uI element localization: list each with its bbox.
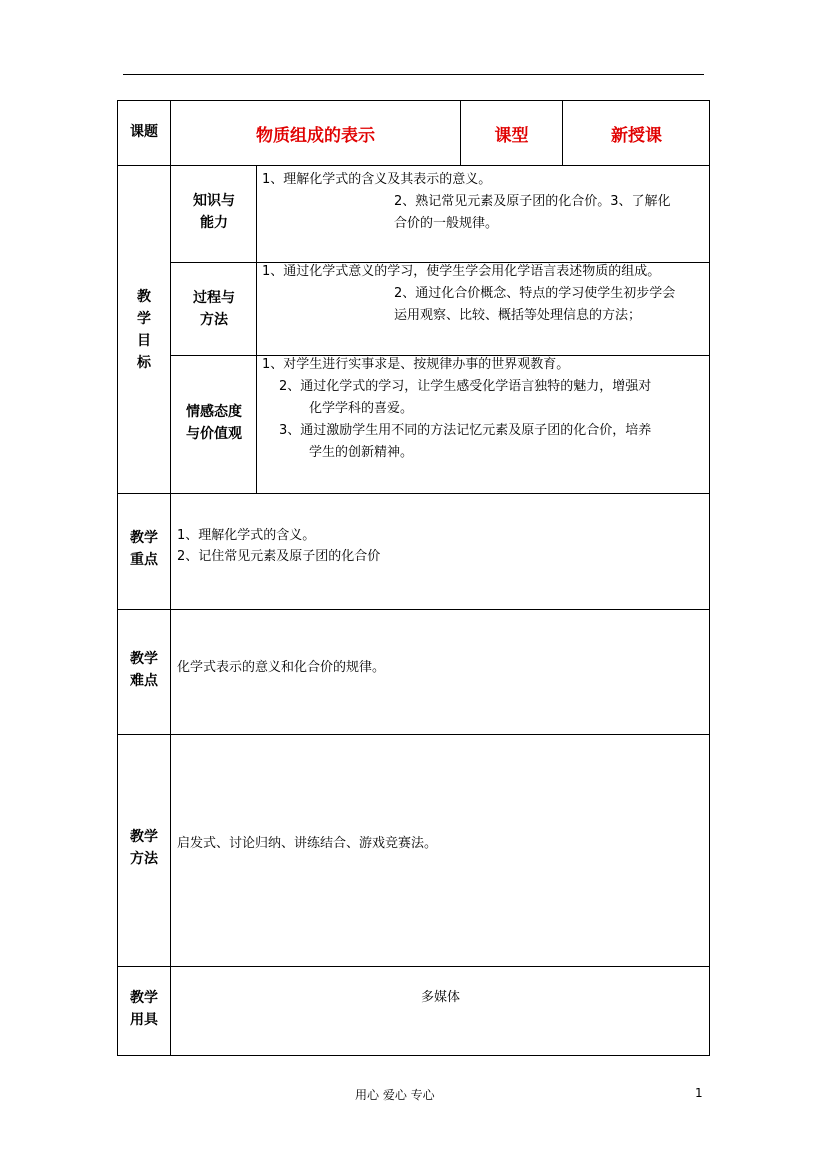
table-border (117, 100, 710, 1056)
attitude-line: 1、对学生进行实事求是、按规律办事的世界观教育。 (262, 357, 570, 372)
difficulties-label-line: 难点 (130, 673, 158, 689)
knowledge-line: 1、理解化学式的含义及其表示的意义。 (262, 172, 492, 187)
attitude-label-line: 与价值观 (186, 426, 242, 442)
type-label: 课型 (494, 126, 529, 146)
methods-label-line: 方法 (130, 851, 158, 867)
difficulties-label-line: 教学 (130, 651, 158, 667)
objectives-label-char: 目 (137, 333, 151, 349)
col-divider (170, 100, 171, 1056)
type-value: 新授课 (611, 126, 662, 146)
knowledge-line: 2、熟记常见元素及原子团的化合价。3、了解化 (394, 194, 671, 209)
topic-value: 物质组成的表示 (256, 126, 375, 146)
key-points-label (117, 527, 171, 571)
methods-text: 启发式、讨论归纳、讲练结合、游戏竞赛法。 (177, 836, 438, 851)
difficulties-text: 化学式表示的意义和化合价的规律。 (177, 660, 386, 675)
process-line: 运用观察、比较、概括等处理信息的方法； (394, 308, 642, 323)
objectives-label-char: 学 (137, 311, 151, 327)
topic-label: 课题 (130, 124, 158, 140)
header-rule (123, 74, 704, 75)
key-point-line: 1、理解化学式的含义。 (177, 528, 316, 543)
page-number: 1 (695, 1086, 703, 1100)
key-points-label-line: 教学 (130, 530, 158, 546)
row-divider (117, 165, 710, 166)
tools-label (117, 987, 171, 1031)
attitude-line: 化学学科的喜爱。 (309, 401, 414, 416)
attitude-line: 学生的创新精神。 (309, 445, 414, 460)
tools-text: 多媒体 (420, 990, 460, 1005)
knowledge-label (171, 190, 257, 234)
process-line: 1、通过化学式意义的学习，使学生学会用化学语言表述物质的组成。 (262, 264, 661, 279)
tools-label-line: 用具 (130, 1012, 158, 1028)
attitude-line: 3、通过激励学生用不同的方法记忆元素及原子团的化合价，培养 (279, 423, 652, 438)
knowledge-label-line: 知识与 (193, 193, 235, 209)
process-label (171, 287, 257, 331)
row-divider (117, 609, 710, 610)
footer-motto: 用心 爱心 专心 (355, 1088, 435, 1102)
knowledge-line: 合价的一般规律。 (394, 216, 499, 231)
difficulties-label (117, 648, 171, 692)
row-divider (117, 734, 710, 735)
knowledge-label-line: 能力 (200, 215, 228, 231)
row-divider (117, 966, 710, 967)
row-divider (117, 493, 710, 494)
objectives-label-char: 教 (137, 289, 151, 305)
attitude-label (171, 401, 257, 445)
methods-label-line: 教学 (130, 829, 158, 845)
objectives-label-char: 标 (137, 355, 151, 371)
objectives-label (117, 286, 171, 374)
key-point-line: 2、记住常见元素及原子团的化合价 (177, 549, 381, 564)
process-line: 2、通过化合价概念、特点的学习使学生初步学会 (394, 286, 676, 301)
key-points-label-line: 重点 (130, 552, 158, 568)
attitude-line: 2、通过化学式的学习，让学生感受化学语言独特的魅力，增强对 (279, 379, 652, 394)
process-label-line: 方法 (200, 312, 228, 328)
attitude-label-line: 情感态度 (186, 404, 242, 420)
methods-label (117, 826, 171, 870)
lesson-plan-table (117, 100, 710, 1056)
process-label-line: 过程与 (193, 290, 235, 306)
tools-label-line: 教学 (130, 990, 158, 1006)
